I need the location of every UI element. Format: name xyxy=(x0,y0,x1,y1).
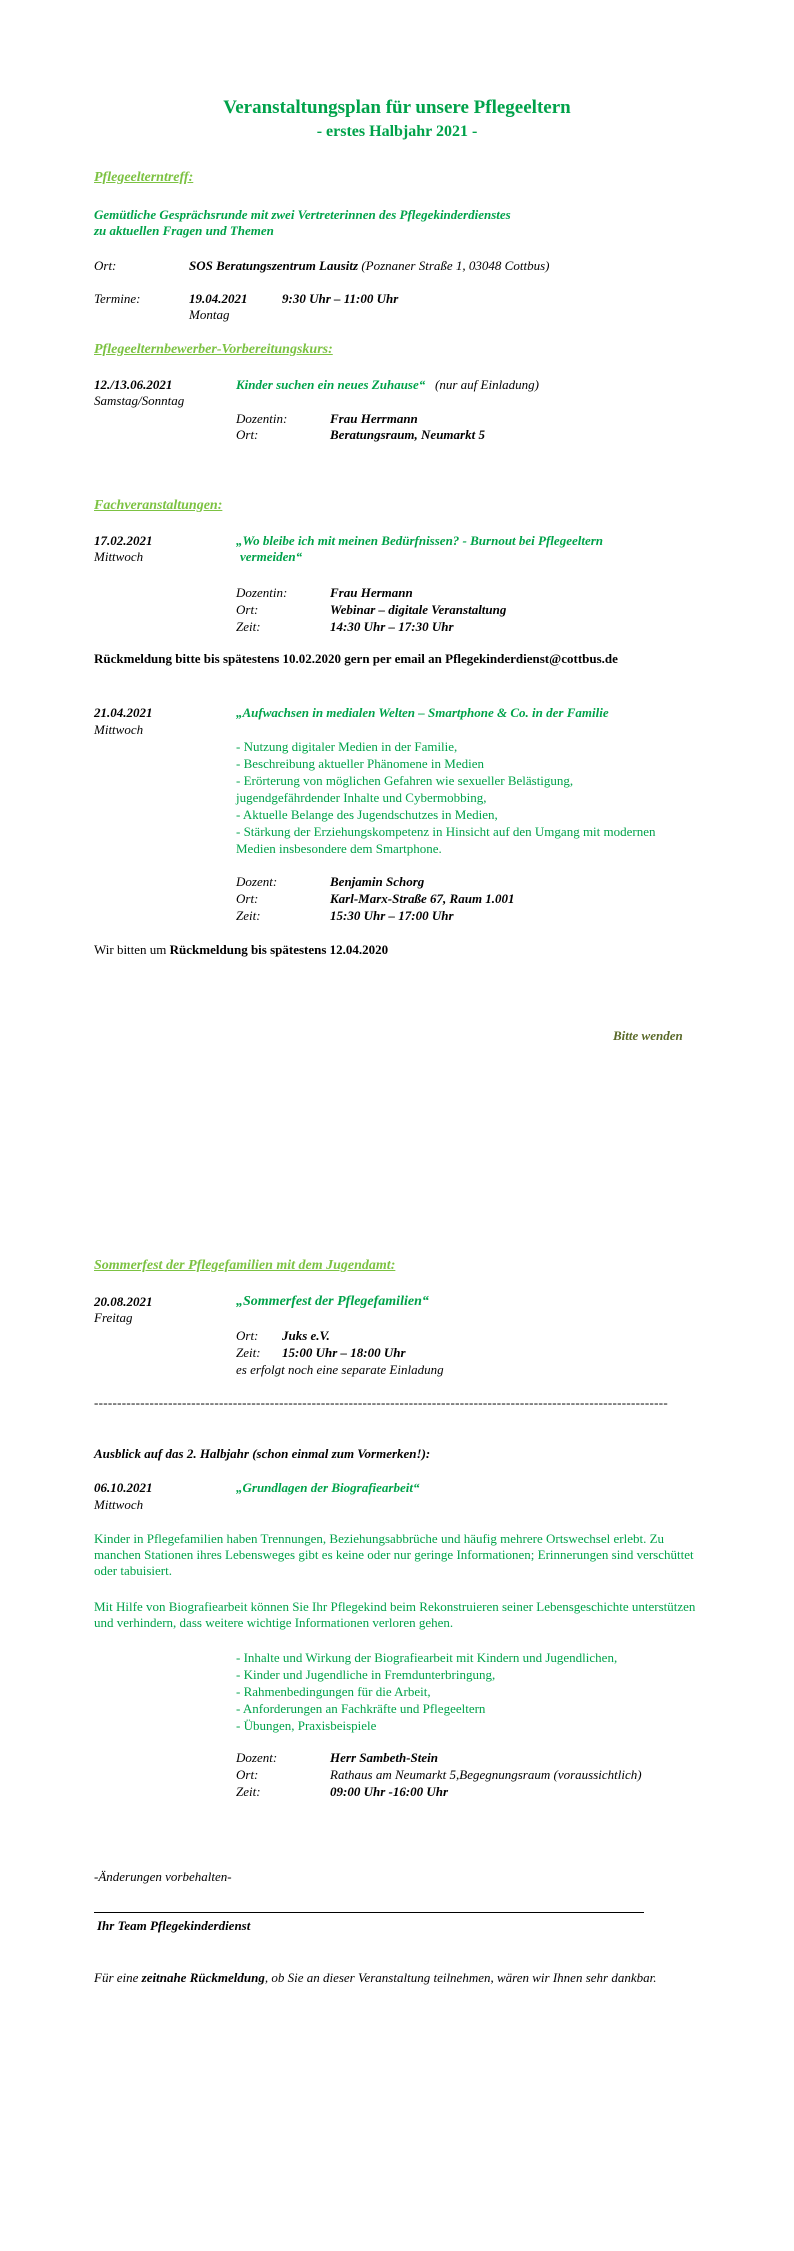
divider-dashes: ---------------------------------------------------------------------------------------------------------------------------- xyxy=(94,1395,669,1410)
fach1-ort: Webinar – digitale Veranstaltung xyxy=(330,602,507,617)
treff-ort-name: SOS Beratungszentrum Lausitz xyxy=(189,258,359,273)
list-item: - Inhalte und Wirkung der Biografiearbeit mit Kindern und Jugendlichen, xyxy=(236,1650,618,1665)
bio-weekday: Mittwoch xyxy=(94,1497,144,1512)
fach2-date: 21.04.2021 xyxy=(94,705,153,720)
sommerfest-zeit: 15:00 Uhr – 18:00 Uhr xyxy=(282,1345,406,1360)
treff-ort xyxy=(189,258,549,274)
treff-description-line2: zu aktuellen Fragen und Themen xyxy=(94,223,274,238)
sommerfest-zeit-label: Zeit: xyxy=(236,1345,261,1360)
kurs-event xyxy=(236,377,539,393)
fach2-zeit-label: Zeit: xyxy=(236,908,261,923)
sommerfest-date: 20.08.2021 xyxy=(94,1294,153,1309)
bitte-wenden: Bitte wenden xyxy=(613,1028,683,1043)
list-item: - Übungen, Praxisbeispiele xyxy=(236,1718,377,1733)
fach1-rueckmeldung: Rückmeldung bitte bis spätestens 10.02.2020 gern per email an Pflegekinderdienst@cottbus.de xyxy=(94,651,618,666)
bio-event: „Grundlagen der Biografiearbeit“ xyxy=(236,1480,420,1495)
bio-paragraph-2: Mit Hilfe von Biografiearbeit können Sie Ihr Pflegekind beim Rekonstruieren seiner Lebensgeschichte unterstützen und verhindern, dass weitere wichtige Informationen verloren gehen. xyxy=(94,1599,696,1630)
aenderungen-vorbehalten: -Änderungen vorbehalten- xyxy=(94,1869,232,1884)
fach1-weekday: Mittwoch xyxy=(94,549,144,564)
sommerfest-note: es erfolgt noch eine separate Einladung xyxy=(236,1362,444,1377)
bio-zeit: 09:00 Uhr -16:00 Uhr xyxy=(330,1784,449,1799)
fach2-rueckmeldung xyxy=(94,942,388,958)
team-signature: Ihr Team Pflegekinderdienst xyxy=(97,1918,251,1933)
treff-ort-address: (Poznaner Straße 1, 03048 Cottbus) xyxy=(358,258,550,273)
fach1-zeit: 14:30 Uhr – 17:30 Uhr xyxy=(330,619,454,634)
section-heading-pflegeelterntreff: Pflegeelterntreff: xyxy=(94,170,194,185)
section-heading-vorbereitungskurs: Pflegeelternbewerber-Vorbereitungskurs: xyxy=(94,342,333,357)
fach1-ort-label: Ort: xyxy=(236,602,259,617)
sommerfest-weekday: Freitag xyxy=(94,1310,133,1325)
fach2-bullet-list xyxy=(236,738,666,857)
page-subtitle: - erstes Halbjahr 2021 - xyxy=(316,123,478,140)
kurs-weekday: Samstag/Sonntag xyxy=(94,393,185,408)
signature-line xyxy=(94,1912,644,1913)
sommerfest-event: „Sommerfest der Pflegefamilien“ xyxy=(236,1294,429,1309)
fach2-title: „Aufwachsen in medialen Welten – Smartphone & Co. in der Familie xyxy=(236,705,609,720)
page-title: Veranstaltungsplan für unsere Pflegeeltern xyxy=(223,97,571,118)
bio-bullet-list xyxy=(236,1649,686,1734)
treff-ort-label: Ort: xyxy=(94,258,117,273)
treff-termine-label: Termine: xyxy=(94,291,141,306)
sommerfest-ort: Juks e.V. xyxy=(282,1328,330,1343)
kurs-dozent-label: Dozentin: xyxy=(236,411,288,426)
list-item: - Stärkung der Erziehungskompetenz in Hinsicht auf den Umgang mit modernen Medien insbesondere dem Smartphone. xyxy=(236,824,656,856)
bio-date: 06.10.2021 xyxy=(94,1480,153,1495)
bio-ort: Rathaus am Neumarkt 5,Begegnungsraum (voraussichtlich) xyxy=(330,1767,642,1782)
fach2-dozent-label: Dozent: xyxy=(236,874,278,889)
treff-weekday: Montag xyxy=(189,307,230,322)
fach1-title-line2: vermeiden“ xyxy=(240,549,303,564)
kurs-ort: Beratungsraum, Neumarkt 5 xyxy=(330,427,485,442)
closing-note-suffix: , ob Sie an dieser Veranstaltung teilnehmen, wären wir Ihnen sehr dankbar. xyxy=(264,1970,657,1985)
fach2-ort-label: Ort: xyxy=(236,891,259,906)
list-item: - Beschreibung aktueller Phänomene in Medien xyxy=(236,756,485,771)
section-heading-sommerfest: Sommerfest der Pflegefamilien mit dem Jugendamt: xyxy=(94,1258,396,1273)
list-item: - Anforderungen an Fachkräfte und Pflegeeltern xyxy=(236,1701,486,1716)
fach1-date: 17.02.2021 xyxy=(94,533,153,548)
fach1-zeit-label: Zeit: xyxy=(236,619,261,634)
section-heading-fachveranstaltungen: Fachveranstaltungen: xyxy=(94,498,223,513)
kurs-event-note: (nur auf Einladung) xyxy=(435,377,540,392)
fach2-dozent: Benjamin Schorg xyxy=(330,874,425,889)
closing-note-prefix: Für eine xyxy=(94,1970,142,1985)
list-item: - Kinder und Jugendliche in Fremdunterbringung, xyxy=(236,1667,496,1682)
fach2-rueckmeldung-deadline: Rückmeldung bis spätestens 12.04.2020 xyxy=(169,942,389,957)
bio-paragraph-1: Kinder in Pflegefamilien haben Trennungen, Beziehungsabbrüche und häufig mehrere Ortswechsel erlebt. Zu manchen Stationen ihres Lebensweges gibt es keine oder nur geringe Informationen; Erinnerungen sind verschüttet oder tabuisiert. xyxy=(94,1531,694,1578)
fach1-title-line1: „Wo bleibe ich mit meinen Bedürfnissen? - Burnout bei Pflegeeltern xyxy=(236,533,604,548)
fach2-rueckmeldung-prefix: Wir bitten um xyxy=(94,942,170,957)
kurs-dozent: Frau Herrmann xyxy=(330,411,418,426)
kurs-event-title: Kinder suchen ein neues Zuhause“ xyxy=(236,377,426,392)
list-item: - Rahmenbedingungen für die Arbeit, xyxy=(236,1684,431,1699)
list-item: - Erörterung von möglichen Gefahren wie sexueller Belästigung, jugendgefährdender Inhalte und Cybermobbing, xyxy=(236,773,574,805)
list-item: - Aktuelle Belange des Jugendschutzes in Medien, xyxy=(236,807,498,822)
fach1-dozent-label: Dozentin: xyxy=(236,585,288,600)
section-heading-ausblick: Ausblick auf das 2. Halbjahr (schon einmal zum Vormerken!): xyxy=(94,1446,431,1461)
sommerfest-ort-label: Ort: xyxy=(236,1328,259,1343)
kurs-ort-label: Ort: xyxy=(236,427,259,442)
closing-note-emphasis: zeitnahe Rückmeldung xyxy=(141,1970,265,1985)
fach1-dozent: Frau Hermann xyxy=(330,585,413,600)
bio-ort-label: Ort: xyxy=(236,1767,259,1782)
fach2-ort: Karl-Marx-Straße 67, Raum 1.001 xyxy=(330,891,515,906)
treff-time: 9:30 Uhr – 11:00 Uhr xyxy=(282,291,399,306)
bio-zeit-label: Zeit: xyxy=(236,1784,261,1799)
bio-dozent-label: Dozent: xyxy=(236,1750,278,1765)
kurs-date: 12./13.06.2021 xyxy=(94,377,173,392)
closing-note xyxy=(94,1970,694,1986)
treff-date: 19.04.2021 xyxy=(189,291,248,306)
bio-dozent: Herr Sambeth-Stein xyxy=(330,1750,438,1765)
treff-description-line1: Gemütliche Gesprächsrunde mit zwei Vertreterinnen des Pflegekinderdienstes xyxy=(94,207,511,222)
fach2-zeit: 15:30 Uhr – 17:00 Uhr xyxy=(330,908,454,923)
fach2-weekday: Mittwoch xyxy=(94,722,144,737)
list-item: - Nutzung digitaler Medien in der Familie, xyxy=(236,739,458,754)
